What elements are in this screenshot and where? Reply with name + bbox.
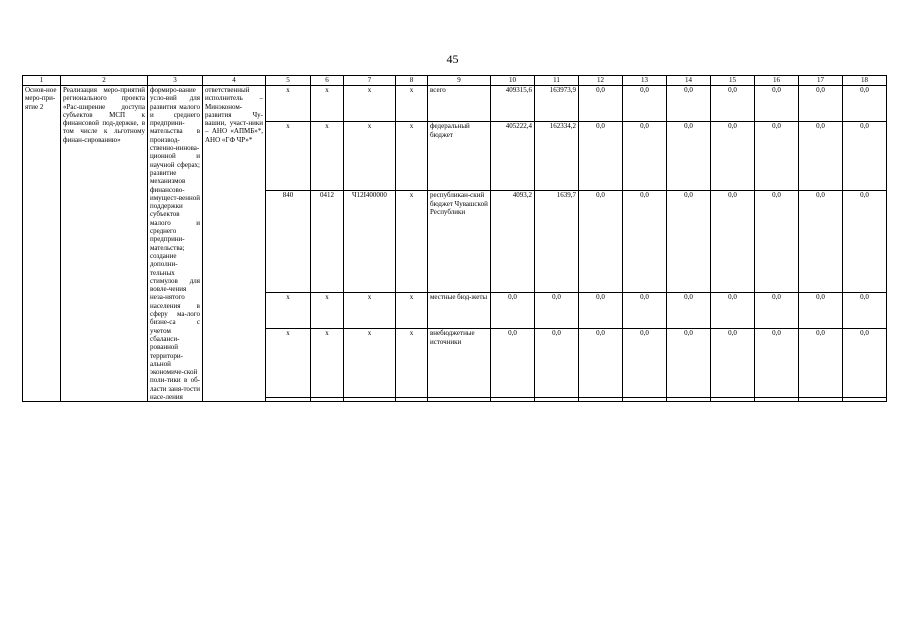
- table-cell: 0,0: [755, 122, 799, 191]
- table-cell: 0,0: [711, 329, 755, 398]
- empty-cell: [266, 398, 311, 402]
- column-header: 7: [344, 76, 396, 86]
- column-header: 8: [396, 76, 428, 86]
- table-cell: 0,0: [491, 292, 535, 328]
- empty-cell: [623, 398, 667, 402]
- table-cell: 0,0: [755, 329, 799, 398]
- empty-cell: [799, 398, 843, 402]
- table-cell: х: [311, 329, 344, 398]
- table-cell: х: [311, 292, 344, 328]
- column-header: 15: [711, 76, 755, 86]
- table-cell: 0,0: [755, 86, 799, 122]
- table-cell: 0,0: [535, 292, 579, 328]
- funding-source-cell: местные бюд-жеты: [428, 292, 491, 328]
- table-cell: 0,0: [843, 329, 887, 398]
- table-cell: 0,0: [667, 86, 711, 122]
- table-cell: 0,0: [799, 292, 843, 328]
- column-header: 14: [667, 76, 711, 86]
- table-cell: 0,0: [623, 86, 667, 122]
- empty-cell: [535, 398, 579, 402]
- table-cell: 0,0: [843, 122, 887, 191]
- table-cell: 840: [266, 191, 311, 293]
- table-cell: 0,0: [711, 191, 755, 293]
- table-cell: 0,0: [755, 292, 799, 328]
- column-header: 12: [579, 76, 623, 86]
- column-header: 13: [623, 76, 667, 86]
- table-cell: х: [396, 292, 428, 328]
- table-cell: 0,0: [667, 122, 711, 191]
- column-header: 1: [23, 76, 61, 86]
- column-header: 17: [799, 76, 843, 86]
- table-cell: 0,0: [623, 191, 667, 293]
- column-header: 2: [61, 76, 148, 86]
- table-cell: 0,0: [623, 122, 667, 191]
- table-cell: 0,0: [623, 329, 667, 398]
- table-cell: х: [396, 122, 428, 191]
- table-cell: 0,0: [799, 191, 843, 293]
- table-cell: 0,0: [667, 329, 711, 398]
- column-header: 16: [755, 76, 799, 86]
- column-header: 11: [535, 76, 579, 86]
- header-row: [23, 76, 887, 86]
- table-cell: 163973,9: [535, 86, 579, 122]
- funding-source-cell: федеральный бюджет: [428, 122, 491, 191]
- empty-cell: [396, 398, 428, 402]
- table-cell: 162334,2: [535, 122, 579, 191]
- activity-code-cell: Основ-ное меро-при-ятие 2: [23, 86, 61, 402]
- column-header: 3: [148, 76, 203, 86]
- table-cell: 405222,4: [491, 122, 535, 191]
- funding-source-cell: всего: [428, 86, 491, 122]
- table-cell: 1639,7: [535, 191, 579, 293]
- table-row: [23, 86, 887, 122]
- table-cell: х: [266, 292, 311, 328]
- page-number: 45: [446, 52, 459, 66]
- table-cell: х: [311, 86, 344, 122]
- table-cell: х: [266, 86, 311, 122]
- column-header: 6: [311, 76, 344, 86]
- table-cell: 0,0: [711, 292, 755, 328]
- activity-name-cell: Реализация меро-приятий регионального проекта «Рас-ширение доступа субъектов МСП к финансовой под-держке, в том числе к льготному финан-сированию»: [61, 86, 148, 402]
- column-header: 5: [266, 76, 311, 86]
- table-cell: Ч12I400000: [344, 191, 396, 293]
- empty-cell: [711, 398, 755, 402]
- column-header: 18: [843, 76, 887, 86]
- table-cell: 0,0: [799, 329, 843, 398]
- table-cell: х: [344, 292, 396, 328]
- table-cell: х: [311, 122, 344, 191]
- empty-cell: [843, 398, 887, 402]
- column-header: 4: [203, 76, 266, 86]
- table-cell: 0,0: [535, 329, 579, 398]
- table-cell: 0,0: [843, 292, 887, 328]
- goal-cell: формиро-вание усло-вий для развития малого и среднего предприни-мательства в производ-ственно-иннова-ционной и научной сферах; развитие механизмов финансово-имущест-венной поддержки субъектов малого и среднего предприни-мательства; создание дополни-тельных стимулов для вовле-чения неза-нятого населения в сферу ма-лого бизне-са с учетом сбаланси-рованной территори-альной экономиче-ской поли-тики в об-ласти заня-тости насе-ления: [148, 86, 203, 402]
- table-cell: 0,0: [579, 191, 623, 293]
- table-cell: 0,0: [711, 122, 755, 191]
- table-cell: 4093,2: [491, 191, 535, 293]
- empty-cell: [491, 398, 535, 402]
- table-cell: 0412: [311, 191, 344, 293]
- empty-cell: [579, 398, 623, 402]
- funding-source-cell: внебюджетные источники: [428, 329, 491, 398]
- table-cell: х: [396, 86, 428, 122]
- budget-table: [22, 75, 887, 402]
- table-cell: 0,0: [579, 292, 623, 328]
- table-cell: 0,0: [799, 86, 843, 122]
- table-cell: 0,0: [843, 86, 887, 122]
- table-cell: 0,0: [755, 191, 799, 293]
- executor-cell: ответственный исполнитель – Минэконом-развития Чу-вашии, участ-ники – АНО «АПМБ»*, АНО «ГФ ЧР»*: [203, 86, 266, 402]
- table-cell: х: [396, 191, 428, 293]
- table-cell: 0,0: [579, 329, 623, 398]
- column-header: 10: [491, 76, 535, 86]
- empty-cell: [428, 398, 491, 402]
- table-cell: 0,0: [579, 86, 623, 122]
- table-cell: 0,0: [579, 122, 623, 191]
- table-cell: х: [266, 329, 311, 398]
- table-cell: х: [344, 329, 396, 398]
- table-cell: 0,0: [667, 292, 711, 328]
- table-cell: х: [266, 122, 311, 191]
- table-cell: 409315,6: [491, 86, 535, 122]
- table-cell: 0,0: [623, 292, 667, 328]
- table-cell: 0,0: [667, 191, 711, 293]
- column-header: 9: [428, 76, 491, 86]
- funding-source-cell: республикан-ский бюджет Чувашской Республики: [428, 191, 491, 293]
- table-cell: 0,0: [491, 329, 535, 398]
- empty-cell: [311, 398, 344, 402]
- empty-cell: [667, 398, 711, 402]
- table-cell: х: [344, 86, 396, 122]
- table-cell: х: [396, 329, 428, 398]
- table-cell: 0,0: [843, 191, 887, 293]
- table-cell: 0,0: [799, 122, 843, 191]
- empty-cell: [755, 398, 799, 402]
- empty-cell: [344, 398, 396, 402]
- table-cell: х: [344, 122, 396, 191]
- table-cell: 0,0: [711, 86, 755, 122]
